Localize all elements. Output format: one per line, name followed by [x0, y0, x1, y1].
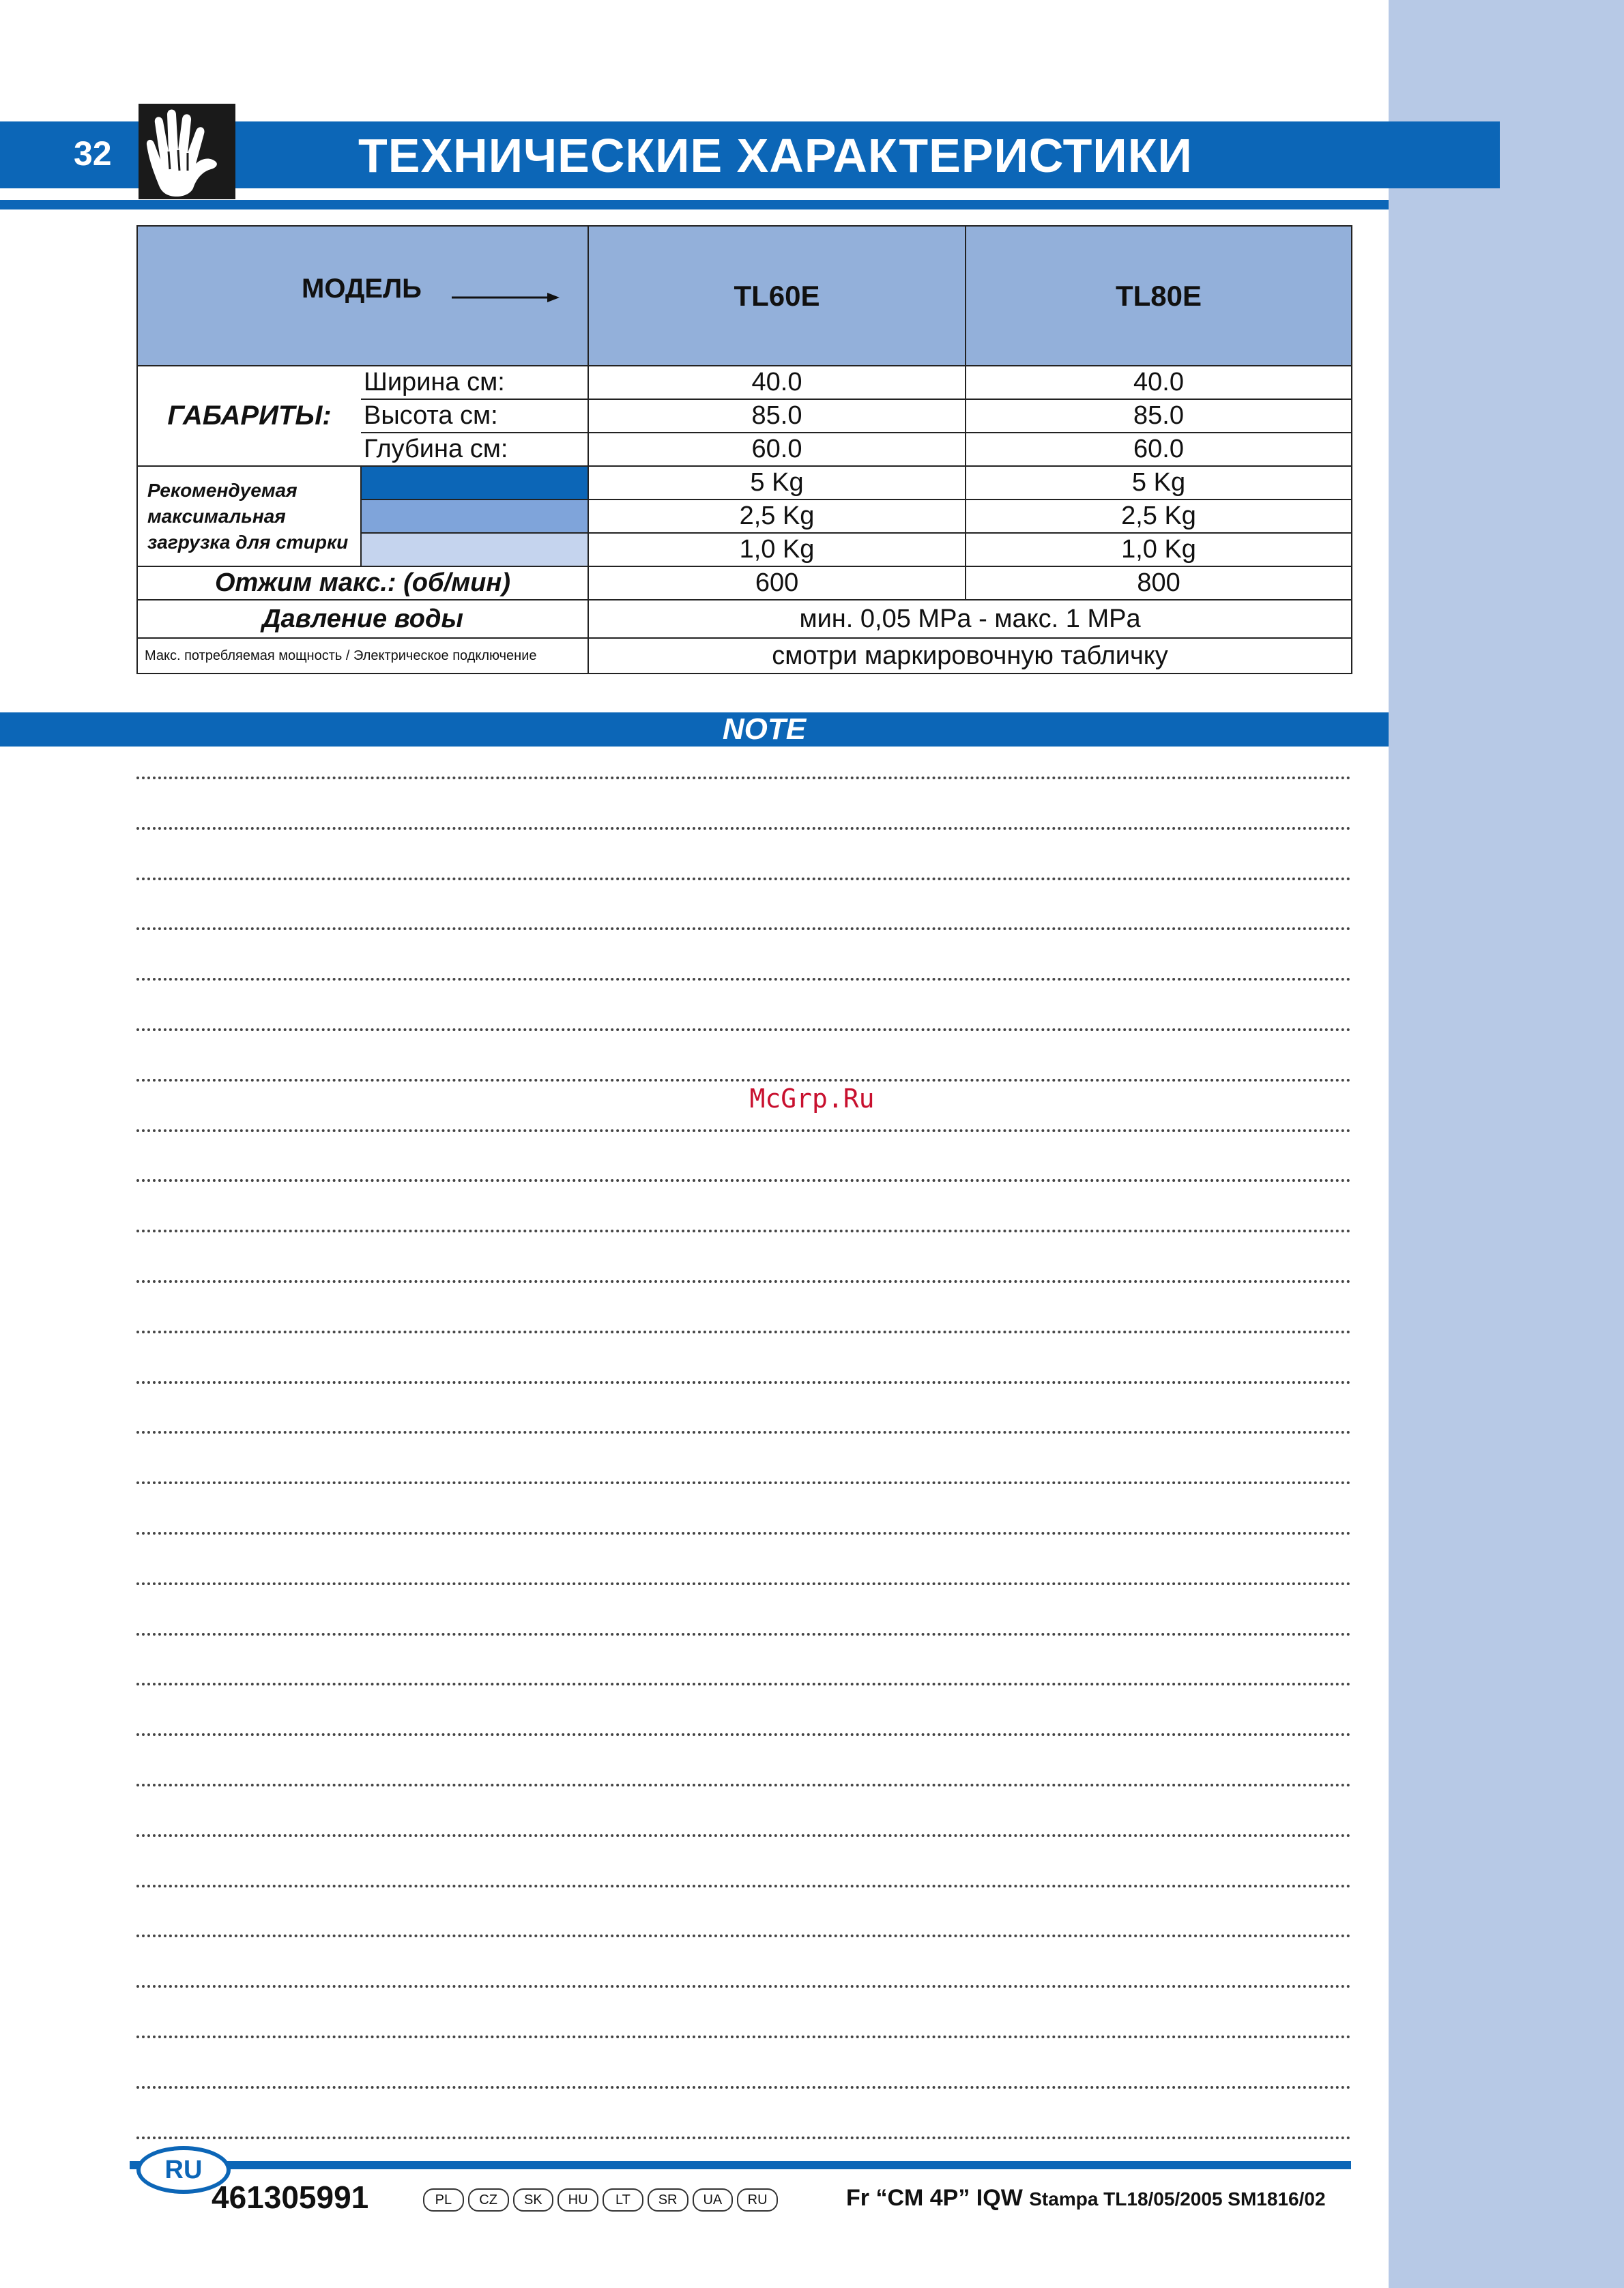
note-line	[136, 1381, 1351, 1384]
load-label-line-2: максимальная	[147, 505, 286, 527]
spec-table	[136, 225, 1352, 674]
footer-line	[130, 2161, 1351, 2169]
load-label-line-1: Рекомендуемая	[147, 479, 298, 501]
load-light-value-2: 1,0 Kg	[966, 533, 1352, 566]
model-label: МОДЕЛЬ	[302, 274, 422, 304]
note-line	[136, 2137, 1351, 2139]
header-underline	[0, 200, 1389, 209]
load-label-line-3: загрузка для стирки	[147, 531, 349, 553]
spin-row	[137, 566, 1352, 600]
load-full-value-2: 5 Kg	[966, 466, 1352, 499]
depth-value-2: 60.0	[966, 433, 1352, 466]
pressure-row	[137, 600, 1352, 638]
model-row	[137, 226, 1352, 366]
language-code: UA	[693, 2188, 734, 2212]
language-code: HU	[557, 2188, 598, 2212]
note-line	[136, 1028, 1351, 1031]
note-line	[136, 1784, 1351, 1786]
model-name-1: TL60E	[588, 226, 966, 366]
power-row	[137, 638, 1352, 674]
spin-value-1: 600	[588, 566, 966, 600]
note-line	[136, 1633, 1351, 1636]
language-code: RU	[737, 2188, 778, 2212]
model-header-cell	[137, 226, 588, 366]
note-line	[136, 1834, 1351, 1837]
load-half-value-2: 2,5 Kg	[966, 499, 1352, 533]
hand-icon	[139, 104, 235, 199]
note-line	[136, 1885, 1351, 1887]
model-name-2: TL80E	[966, 226, 1352, 366]
pressure-value: мин. 0,05 MPa - макс. 1 MPa	[588, 600, 1352, 638]
page-title: ТЕХНИЧЕСКИЕ ХАРАКТЕРИСТИКИ	[358, 129, 1193, 182]
note-line	[136, 978, 1351, 981]
language-code: CZ	[468, 2188, 509, 2212]
power-value: смотри маркировочную табличку	[588, 638, 1352, 674]
height-value-2: 85.0	[966, 399, 1352, 433]
note-line	[136, 1683, 1351, 1685]
pressure-label: Давление воды	[137, 600, 588, 638]
print-info-small: Stampa TL18/05/2005 SM1816/02	[1029, 2188, 1326, 2210]
height-value-1: 85.0	[588, 399, 966, 433]
dimension-label-depth: Глубина см:	[361, 433, 588, 466]
note-line	[136, 1331, 1351, 1333]
language-code: SR	[648, 2188, 688, 2212]
load-light-value-1: 1,0 Kg	[588, 533, 966, 566]
note-line	[136, 1230, 1351, 1232]
note-line	[136, 1733, 1351, 1736]
note-line	[136, 878, 1351, 880]
load-row-full	[137, 466, 1352, 499]
load-swatch-light	[361, 533, 588, 566]
load-swatch-dark	[361, 466, 588, 499]
width-value-1: 40.0	[588, 366, 966, 399]
note-line	[136, 1280, 1351, 1283]
dimension-label-height: Высота см:	[361, 399, 588, 433]
side-band	[1389, 0, 1624, 2288]
page-number: 32	[74, 134, 112, 173]
note-line	[136, 927, 1351, 930]
spin-value-2: 800	[966, 566, 1352, 600]
language-code: SK	[513, 2188, 554, 2212]
arrow-right-icon	[452, 291, 561, 304]
note-line	[136, 1129, 1351, 1132]
load-half-value-1: 2,5 Kg	[588, 499, 966, 533]
dimension-row-width	[137, 366, 1352, 399]
note-line	[136, 1179, 1351, 1182]
depth-value-1: 60.0	[588, 433, 966, 466]
load-full-value-1: 5 Kg	[588, 466, 966, 499]
note-line	[136, 1582, 1351, 1585]
language-code: PL	[423, 2188, 464, 2212]
print-info-main: Fr “CM 4P” IQW	[846, 2185, 1023, 2211]
power-label: Макс. потребляемая мощность / Электрическое подключение	[137, 638, 588, 674]
language-badge: RU	[136, 2146, 231, 2194]
note-line	[136, 1431, 1351, 1434]
note-line	[136, 1985, 1351, 1988]
language-code: LT	[603, 2188, 643, 2212]
note-line	[136, 1532, 1351, 1535]
note-title: NOTE	[722, 712, 807, 746]
note-line	[136, 2036, 1351, 2038]
note-line	[136, 2086, 1351, 2089]
note-line	[136, 827, 1351, 830]
dimensions-label: ГАБАРИТЫ:	[137, 366, 361, 466]
watermark: McGrp.Ru	[749, 1084, 875, 1114]
language-list	[423, 2188, 778, 2214]
spin-label: Отжим макс.: (об/мин)	[137, 566, 588, 600]
dimension-label-width: Ширина см:	[361, 366, 588, 399]
load-label	[137, 466, 361, 566]
document-number: 461305991	[212, 2180, 369, 2215]
note-line	[136, 1481, 1351, 1484]
note-line	[136, 777, 1351, 779]
load-swatch-medium	[361, 499, 588, 533]
print-info	[846, 2181, 1378, 2215]
width-value-2: 40.0	[966, 366, 1352, 399]
note-line	[136, 1935, 1351, 1937]
